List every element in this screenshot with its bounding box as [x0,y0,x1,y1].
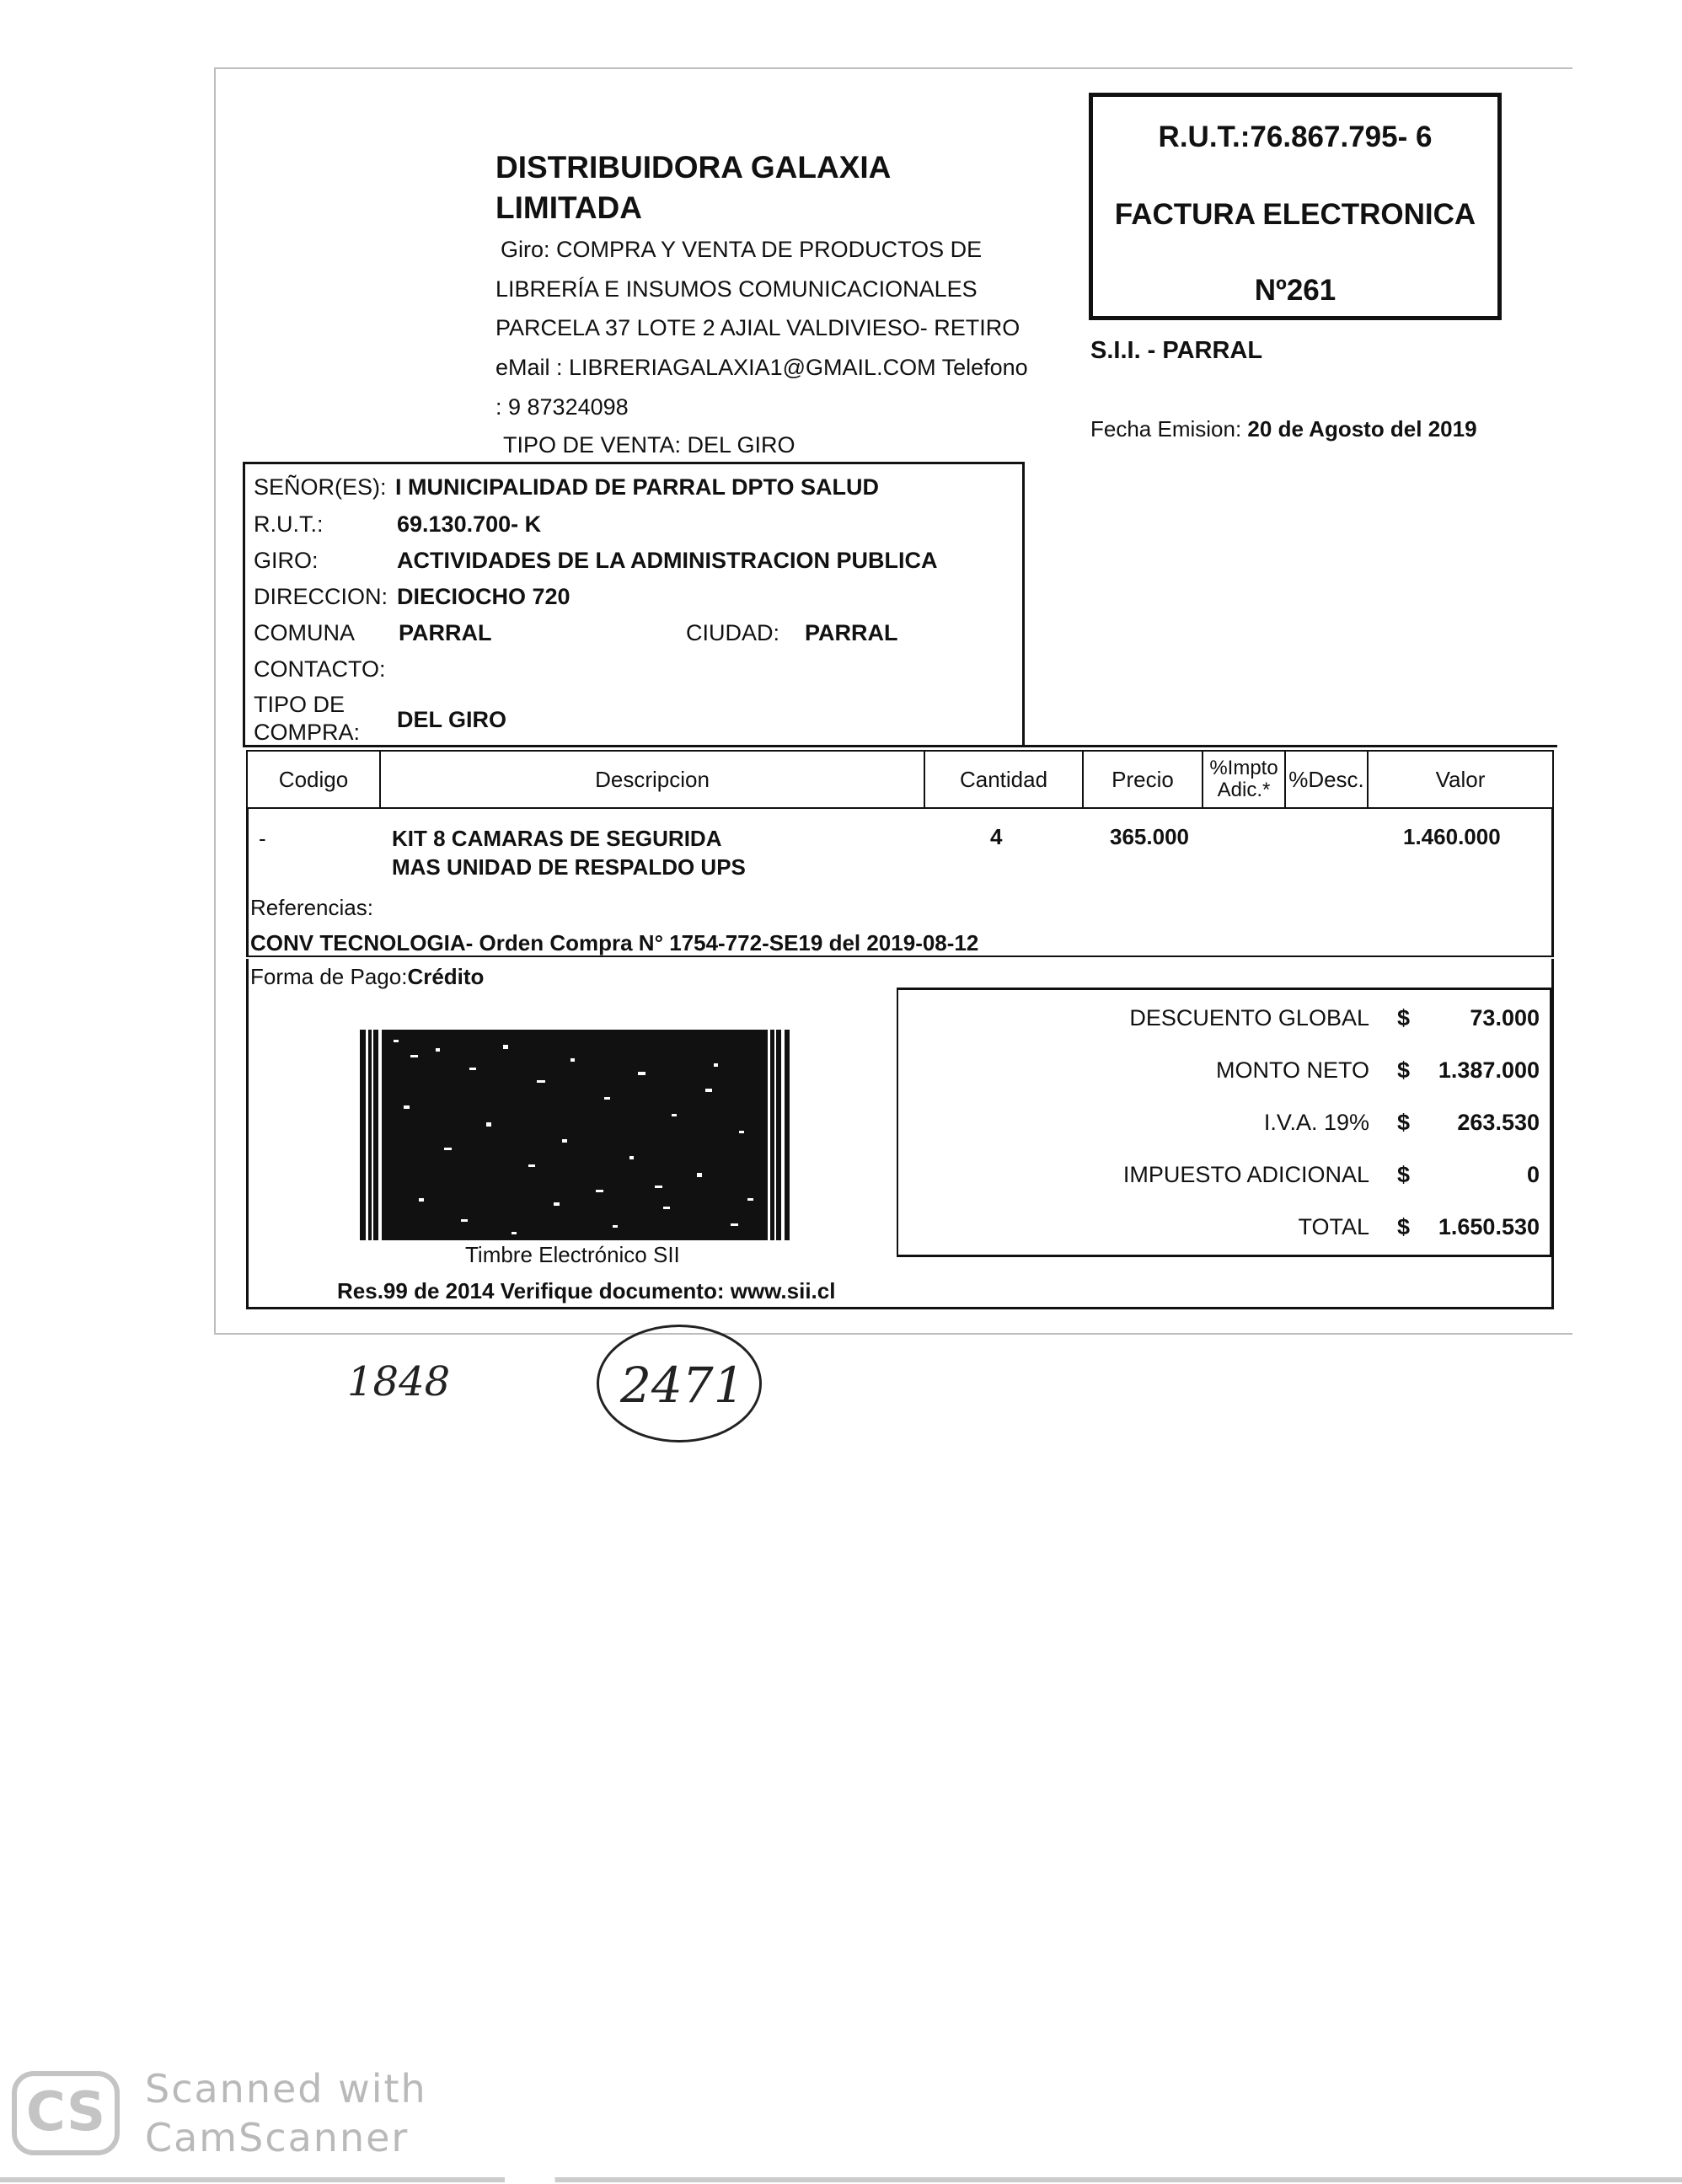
col-impto-line2: Adic.* [1217,779,1271,801]
issuer-email: eMail : LIBRERIAGALAXIA1@GMAIL.COM Telefono [495,355,1028,380]
col-impto-line1: %Impto [1209,757,1278,779]
payment-value: Crédito [407,964,485,989]
references-label: Referencias: [250,895,373,920]
client-giro-value: ACTIVIDADES DE LA ADMINISTRACION PUBLICA [397,548,938,573]
total-row-neto [898,1057,1550,1091]
item-desc-line2: MAS UNIDAD DE RESPALDO UPS [392,854,746,880]
sii-office: S.I.I. - PARRAL [1090,337,1263,364]
issuer-rut: R.U.T.:76.867.795- 6 [1158,120,1433,153]
emission-date [1090,416,1477,442]
col-codigo: Codigo [247,751,380,808]
references-text: CONV TECNOLOGIA- Orden Compra N° 1754-772-SE19 del 2019-08-12 [250,930,979,956]
totals-box [897,988,1552,1257]
total-row-descuento [898,1005,1550,1039]
handwritten-note-circled: 2471 [620,1357,745,1414]
issuer-giro-1: Giro: COMPRA Y VENTA DE PRODUCTOS DE [501,237,983,262]
camscanner-logo: CS [12,2071,120,2155]
client-box [243,462,1025,747]
total-currency: $ [1397,1162,1411,1187]
total-label: MONTO NETO [1215,1057,1369,1083]
client-contacto-label: CONTACTO: [254,656,386,682]
issuer-name-line1: DISTRIBUIDORA GALAXIA [495,150,892,185]
item-codigo: - [259,826,266,851]
item-cantidad: 4 [990,824,1003,849]
total-row-impuesto [898,1162,1550,1196]
client-comuna-value: PARRAL [399,620,492,645]
watermark-line2: CamScanner [145,2115,410,2160]
total-currency: $ [1397,1057,1411,1083]
sale-type: TIPO DE VENTA: DEL GIRO [503,432,795,458]
total-row-total [898,1214,1550,1248]
barcode-pattern [360,1030,790,1240]
client-ciudad-label: CIUDAD: [686,620,780,645]
client-rut-value: 69.130.700- K [397,511,542,537]
item-descripcion [392,824,746,881]
client-rut-label: R.U.T.: [254,511,324,537]
client-tipo-label-line1: TIPO DE [254,692,346,717]
scan-edge [0,2177,1682,2182]
issuer-phone: : 9 87324098 [495,394,629,420]
client-tipo-label-line2: COMPRA: [254,720,361,745]
col-impto [1203,751,1285,808]
client-senor-label: SEÑOR(ES): [254,474,387,500]
total-label: DESCUENTO GLOBAL [1129,1005,1369,1030]
emission-value: 20 de Agosto del 2019 [1247,416,1477,442]
total-value: 73.000 [1470,1005,1540,1030]
total-value: 1.650.530 [1438,1214,1540,1239]
issuer-address: PARCELA 37 LOTE 2 AJIAL VALDIVIESO- RETIRO [495,315,1020,340]
client-tipo-compra-label [254,691,360,747]
item-precio: 365.000 [1110,824,1189,849]
client-direccion-label: DIRECCION: [254,584,388,609]
client-tipo-compra-value: DEL GIRO [397,707,507,732]
client-ciudad-value: PARRAL [805,620,898,645]
col-desc: %Desc. [1285,751,1368,808]
total-value: 1.387.000 [1438,1057,1540,1083]
issuer-name [495,147,934,228]
payment-label: Forma de Pago: [250,964,408,989]
col-cantidad: Cantidad [924,751,1083,808]
total-currency: $ [1397,1214,1411,1239]
stamp-resolution: Res.99 de 2014 Verifique documento: www.sii.cl [337,1278,836,1303]
col-precio: Precio [1083,751,1203,808]
electronic-stamp-barcode [360,1030,790,1240]
issuer-name-line2: LIMITADA [495,190,642,225]
watermark-line1: Scanned with [145,2066,427,2112]
total-currency: $ [1397,1005,1411,1030]
items-body [246,807,1554,957]
issuer-giro-2: LIBRERÍA E INSUMOS COMUNICACIONALES [495,276,978,302]
total-label: IMPUESTO ADICIONAL [1122,1162,1369,1187]
client-comuna-label: COMUNA [254,620,355,645]
total-currency: $ [1397,1110,1411,1135]
col-valor: Valor [1368,751,1553,808]
document-id-box [1089,93,1502,320]
document-number: Nº261 [1254,274,1336,307]
emission-label: Fecha Emision: [1090,416,1242,442]
total-row-iva [898,1110,1550,1143]
total-label: TOTAL [1298,1214,1369,1239]
total-label: I.V.A. 19% [1263,1110,1369,1135]
item-valor: 1.460.000 [1403,824,1501,849]
table-top-rule [243,745,1557,747]
document-type: FACTURA ELECTRONICA [1114,198,1476,231]
total-value: 263.530 [1457,1110,1540,1135]
client-giro-label: GIRO: [254,548,319,573]
stamp-caption: Timbre Electrónico SII [465,1242,680,1267]
total-value: 0 [1526,1162,1540,1187]
payment-form [250,964,484,990]
handwritten-note-left: 1848 [347,1358,451,1405]
items-table-header [246,750,1554,809]
client-direccion-value: DIECIOCHO 720 [397,584,570,609]
item-desc-line1: KIT 8 CAMARAS DE SEGURIDA [392,826,722,851]
client-senor-value: I MUNICIPALIDAD DE PARRAL DPTO SALUD [395,474,880,500]
col-descripcion: Descripcion [380,751,924,808]
